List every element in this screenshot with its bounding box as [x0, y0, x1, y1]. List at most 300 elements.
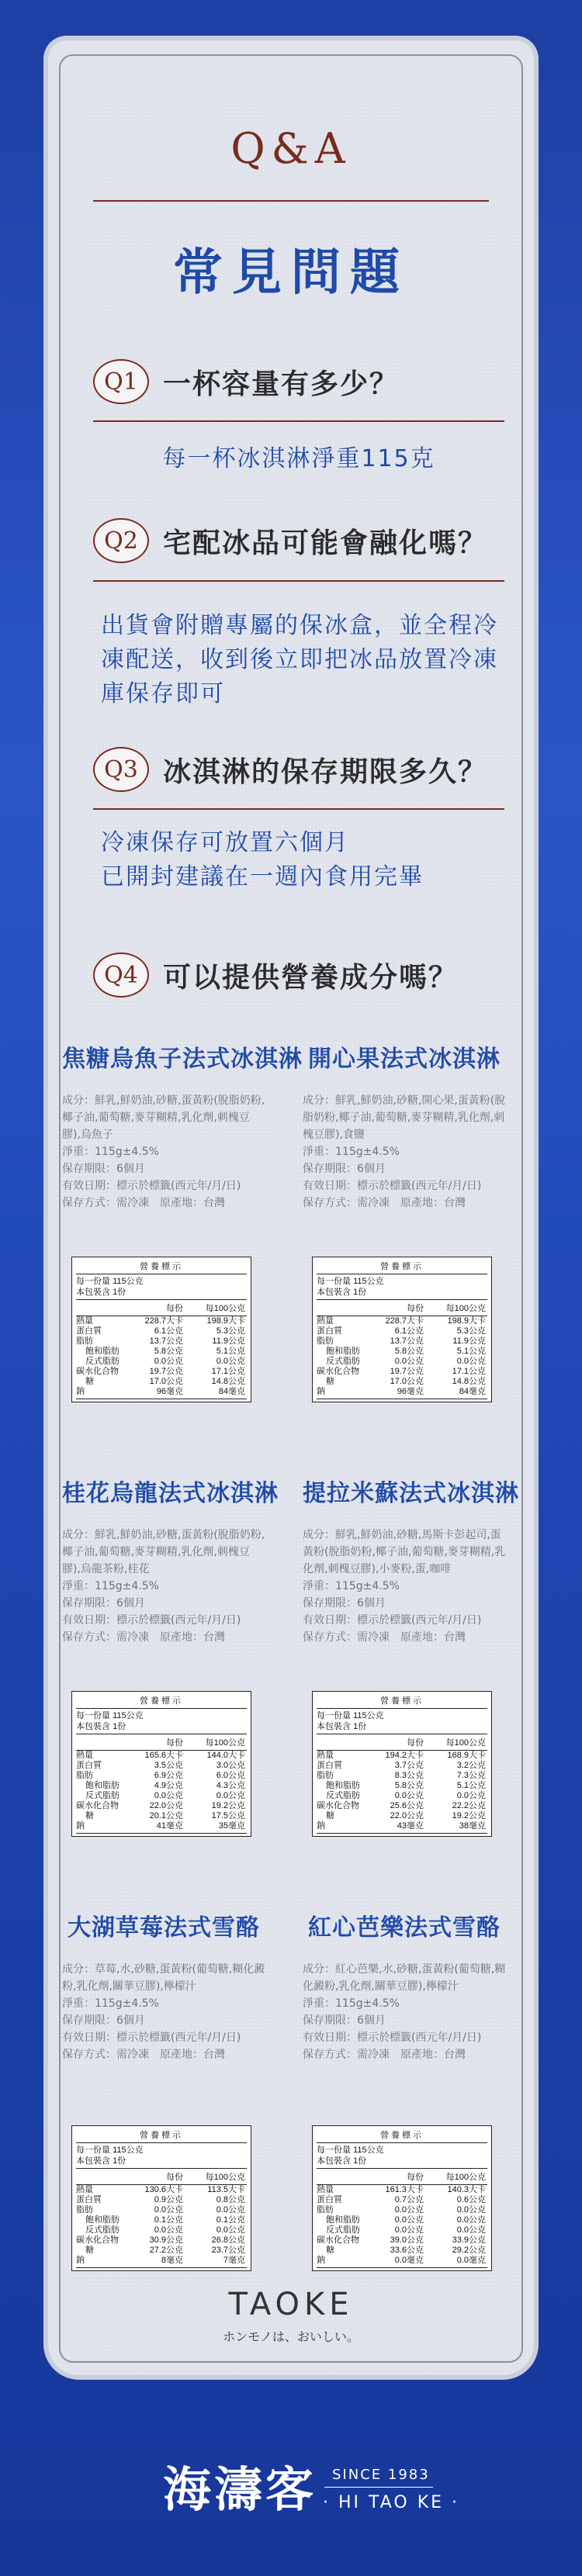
- nutrition-meta: [317, 1274, 487, 1300]
- nutrient-per-100g: 144.0大卡: [206, 1751, 245, 1760]
- product-ingredients: 成分：草莓,水,砂糖,蛋黃粉(葡萄糖,糊化澱粉,乳化劑,關華豆膠),檸檬汁: [62, 1963, 265, 1993]
- nutrition-row: [317, 1801, 487, 1811]
- nutrition-meta: [76, 1274, 247, 1300]
- product-info: [303, 1527, 506, 1646]
- qa-heading: Q&A: [230, 124, 352, 173]
- nutrition-row: [76, 1377, 247, 1387]
- nutrient-per-serving: 27.2公克: [149, 2246, 183, 2255]
- nutrition-row: [317, 1367, 487, 1377]
- serving-size-label: 每一份量: [317, 2146, 351, 2155]
- product-name: 紅心芭樂法式雪酪: [308, 1914, 501, 1942]
- col-per-serving: 每份: [407, 2173, 424, 2182]
- nutrition-row: [76, 2235, 247, 2246]
- nutrient-per-100g: 14.8公克: [452, 1377, 486, 1386]
- col-per-serving: 每份: [166, 2173, 183, 2182]
- nutrition-row: [76, 2195, 247, 2205]
- nutrient-name: 飽和脂肪: [326, 2215, 360, 2225]
- nutrition-row: [317, 2235, 487, 2246]
- brand-divider: [324, 2487, 433, 2488]
- nutrient-per-100g: 0.6公克: [456, 2195, 486, 2204]
- nutrition-row: [317, 2185, 487, 2195]
- nutrient-per-100g: 140.3大卡: [447, 2185, 486, 2194]
- product-weight: 淨重：115g±4.5%: [303, 1580, 400, 1592]
- serving-size-label: 每一份量: [317, 1277, 351, 1286]
- nutrient-name: 脂肪: [76, 1336, 93, 1346]
- nutrient-name: 飽和脂肪: [326, 1347, 360, 1356]
- product-ingredients: 成分：鮮乳,鮮奶油,砂糖,馬斯卡彭起司,蛋黃粉(脫脂奶粉,椰子油,葡萄糖,麥芽糊精,乳化劑,刺槐豆膠),小麥粉,蛋,咖啡: [303, 1529, 506, 1575]
- nutrition-row: [76, 1387, 247, 1399]
- nutrient-per-100g: 11.9公克: [452, 1336, 486, 1346]
- nutrient-name: 鈉: [76, 1821, 85, 1831]
- nutrient-name: 熱量: [317, 2185, 334, 2194]
- nutrition-row: [317, 1387, 487, 1399]
- nutrient-per-100g: 11.9公克: [212, 1336, 245, 1346]
- nutrient-name: 糖: [85, 1377, 94, 1386]
- nutrient-name: 反式脂肪: [326, 1791, 360, 1800]
- faq-question-3: [93, 745, 504, 794]
- nutrient-name: 反式脂肪: [85, 2225, 120, 2235]
- nutrient-name: 糖: [326, 1377, 334, 1386]
- nutrient-per-serving: 228.7大卡: [385, 1316, 424, 1326]
- nutrient-per-100g: 26.8公克: [211, 2235, 245, 2245]
- nutrient-per-100g: 7.3公克: [456, 1771, 486, 1780]
- serving-size-label: 每一份量: [76, 1277, 110, 1286]
- nutrition-heading: 營養標示: [76, 2128, 247, 2143]
- q2-badge: Q2: [93, 518, 149, 563]
- nutrition-meta: [317, 1709, 487, 1734]
- nutrient-per-100g: 84毫克: [459, 1387, 486, 1396]
- nutrition-heading: 營養標示: [317, 1694, 487, 1709]
- nutrient-per-100g: 14.8公克: [211, 1377, 245, 1386]
- nutrient-name: 蛋白質: [76, 1761, 102, 1770]
- nutrient-name: 碳水化合物: [76, 2235, 119, 2245]
- nutrient-name: 蛋白質: [317, 1761, 342, 1770]
- nutrient-per-serving: 0.0公克: [394, 2215, 424, 2225]
- nutrient-per-100g: 5.3公克: [456, 1326, 486, 1336]
- nutrient-name: 碳水化合物: [317, 2235, 359, 2245]
- nutrient-per-serving: 0.0公克: [154, 2205, 183, 2215]
- nutrient-name: 飽和脂肪: [85, 1781, 120, 1790]
- nutrient-per-serving: 8.3公克: [394, 1771, 424, 1780]
- product-expiry: 有效日期：標示於標籤(西元年/月/日): [303, 1614, 482, 1627]
- q3-badge: Q3: [93, 747, 149, 792]
- nutrition-meta: [76, 2143, 247, 2169]
- nutrient-per-serving: 0.0公克: [154, 2225, 183, 2235]
- nutrient-name: 熱量: [317, 1751, 334, 1760]
- nutrient-per-serving: 165.6大卡: [144, 1751, 183, 1760]
- brand-logo: 海濤客: [163, 2461, 317, 2518]
- servings-label: 本包裝含: [76, 1722, 110, 1731]
- nutrient-name: 糖: [85, 2246, 94, 2255]
- col-per-serving: 每份: [407, 1304, 424, 1313]
- serving-size-value: 115公克: [353, 2146, 384, 2155]
- nutrient-per-100g: 38毫克: [459, 1821, 486, 1831]
- servings-label: 本包裝含: [317, 2156, 351, 2166]
- q4-text: 可以提供營養成分嗎？: [163, 961, 459, 994]
- nutrient-per-serving: 0.0公克: [154, 1357, 183, 1366]
- nutrition-label: [312, 1691, 492, 1837]
- col-per-serving: 每份: [407, 1738, 424, 1748]
- servings-value: 1份: [353, 1722, 367, 1731]
- nutrient-per-serving: 6.1公克: [394, 1326, 424, 1336]
- nutrient-name: 鈉: [317, 2256, 325, 2265]
- nutrient-per-serving: 0.0公克: [394, 1357, 424, 1366]
- col-per-100g: 每100公克: [205, 1304, 245, 1313]
- nutrient-per-serving: 0.0公克: [394, 2225, 424, 2235]
- nutrient-name: 熱量: [317, 1316, 334, 1326]
- nutrient-per-serving: 0.9公克: [154, 2195, 183, 2204]
- q2-divider: [93, 580, 504, 582]
- product-ingredients: 成分：鮮乳,鮮奶油,砂糖,開心果,蛋黃粉(脫脂奶粉,椰子油,葡萄糖,麥芽糊精,乳化劑,刺槐豆膠),食鹽: [303, 1094, 506, 1141]
- product-weight: 淨重：115g±4.5%: [62, 1580, 159, 1592]
- nutrient-per-100g: 3.0公克: [216, 1761, 245, 1770]
- nutrient-name: 飽和脂肪: [85, 1347, 120, 1356]
- nutrient-name: 碳水化合物: [76, 1367, 119, 1376]
- serving-size-value: 115公克: [113, 1277, 144, 1286]
- nutrient-per-serving: 19.7公克: [390, 1367, 424, 1376]
- nutrient-per-100g: 22.2公克: [452, 1801, 486, 1810]
- nutrient-per-100g: 0.0公克: [456, 2225, 486, 2235]
- nutrient-per-100g: 35毫克: [218, 1821, 245, 1831]
- nutrition-row: [317, 2205, 487, 2215]
- serving-size-value: 115公克: [353, 1277, 384, 1286]
- nutrient-per-100g: 4.3公克: [216, 1781, 245, 1790]
- product-info: [62, 1092, 265, 1212]
- nutrient-per-100g: 0.0公克: [456, 2205, 486, 2215]
- product-expiry: 有效日期：標示於標籤(西元年/月/日): [303, 1180, 482, 1192]
- nutrition-row: [317, 2246, 487, 2256]
- nutrition-columns: [317, 2169, 487, 2185]
- nutrient-per-100g: 5.1公克: [216, 1347, 245, 1356]
- nutrient-per-serving: 6.9公克: [154, 1771, 183, 1780]
- nutrition-row: [317, 1781, 487, 1791]
- nutrition-label: [71, 1257, 251, 1402]
- nutrition-row: [76, 1771, 247, 1781]
- nutrition-row: [76, 1357, 247, 1367]
- nutrient-per-100g: 17.1公克: [211, 1367, 245, 1376]
- servings-label: 本包裝含: [76, 1288, 110, 1297]
- nutrition-row: [317, 1821, 487, 1834]
- nutrition-heading: 營養標示: [317, 2128, 487, 2143]
- nutrient-per-serving: 25.6公克: [390, 1801, 424, 1810]
- nutrition-row: [76, 1811, 247, 1821]
- nutrient-per-100g: 33.9公克: [452, 2235, 486, 2245]
- nutrient-per-100g: 0.0毫克: [456, 2256, 486, 2265]
- nutrition-row: [76, 1781, 247, 1791]
- nutrient-per-serving: 17.0公克: [149, 1377, 183, 1386]
- product-block: [62, 1039, 303, 1212]
- nutrient-per-serving: 0.0公克: [154, 1791, 183, 1800]
- nutrient-per-serving: 13.7公克: [149, 1336, 183, 1346]
- nutrient-name: 鈉: [317, 1821, 325, 1831]
- nutrition-row: [76, 2256, 247, 2268]
- nutrient-per-100g: 0.0公克: [456, 2215, 486, 2225]
- servings-value: 1份: [113, 2156, 126, 2166]
- nutrition-row: [76, 1761, 247, 1771]
- product-name: 焦糖烏魚子法式冰淇淋: [62, 1046, 303, 1073]
- nutrient-name: 糖: [326, 1811, 334, 1820]
- nutrient-name: 飽和脂肪: [85, 2215, 120, 2225]
- serving-size-label: 每一份量: [76, 2146, 110, 2155]
- nutrient-per-100g: 3.2公克: [456, 1761, 486, 1770]
- col-per-100g: 每100公克: [445, 1738, 486, 1748]
- nutrient-per-100g: 23.7公克: [211, 2246, 245, 2255]
- taoke-tagline: ホンモノは、おいしい。: [223, 2329, 359, 2344]
- product-ingredients: 成分：紅心芭樂,水,砂糖,蛋黃粉(葡萄糖,糊化澱粉,乳化劑,關華豆膠),檸檬汁: [303, 1963, 506, 1993]
- nutrition-row: [317, 1751, 487, 1761]
- nutrient-per-serving: 4.9公克: [154, 1781, 183, 1790]
- col-per-100g: 每100公克: [445, 2173, 486, 2182]
- product-shelf-life: 保存期限：6個月: [303, 2014, 386, 2027]
- nutrient-name: 反式脂肪: [85, 1357, 120, 1366]
- nutrition-row: [76, 1316, 247, 1326]
- servings-value: 1份: [113, 1722, 126, 1731]
- taoke-logo: TAOKE: [228, 2287, 354, 2322]
- nutrient-per-100g: 5.1公克: [456, 1781, 486, 1790]
- product-info: [303, 1961, 506, 2063]
- nutrition-columns: [317, 1300, 487, 1316]
- nutrient-name: 脂肪: [317, 1771, 334, 1780]
- servings-label: 本包裝含: [76, 2156, 110, 2166]
- product-shelf-life: 保存期限：6個月: [62, 1597, 145, 1610]
- nutrient-name: 熱量: [76, 1751, 93, 1760]
- nutrition-row: [76, 1751, 247, 1761]
- nutrient-per-serving: 17.0公克: [390, 1377, 424, 1386]
- nutrition-row: [317, 1761, 487, 1771]
- nutrient-per-serving: 30.9公克: [149, 2235, 183, 2245]
- nutrition-row: [76, 2246, 247, 2256]
- nutrient-per-100g: 84毫克: [218, 1387, 245, 1396]
- nutrition-row: [76, 1791, 247, 1801]
- nutrient-per-100g: 7毫克: [223, 2256, 245, 2265]
- nutrition-meta: [317, 2143, 487, 2169]
- servings-label: 本包裝含: [317, 1722, 351, 1731]
- nutrition-label: [312, 2125, 492, 2271]
- nutrition-columns: [317, 1734, 487, 1751]
- product-storage: 保存方式：需冷凍 原產地：台灣: [62, 2049, 225, 2061]
- nutrition-heading: 營養標示: [317, 1260, 487, 1274]
- nutrient-per-serving: 3.5公克: [154, 1761, 183, 1770]
- nutrient-per-100g: 113.5大卡: [207, 2185, 245, 2194]
- nutrient-per-serving: 228.7大卡: [144, 1316, 183, 1326]
- serving-size-value: 115公克: [113, 1711, 144, 1720]
- nutrient-per-100g: 19.2公克: [211, 1801, 245, 1810]
- nutrition-row: [317, 1357, 487, 1367]
- nutrition-row: [317, 2215, 487, 2225]
- nutrient-per-serving: 22.0公克: [149, 1801, 183, 1810]
- a3-text: 冷凍保存可放置六個月 已開封建議在一週內食用完畢: [101, 829, 424, 890]
- nutrient-per-serving: 43毫克: [397, 1821, 424, 1831]
- product-ingredients: 成分：鮮乳,鮮奶油,砂糖,蛋黃粉(脫脂奶粉,椰子油,葡萄糖,麥芽糊精,乳化劑,刺槐豆膠),烏龍茶粉,桂花: [62, 1529, 265, 1575]
- nutrient-per-serving: 5.8公克: [394, 1347, 424, 1356]
- product-shelf-life: 保存期限：6個月: [303, 1163, 386, 1175]
- nutrient-name: 熱量: [76, 2185, 93, 2194]
- nutrition-row: [76, 2215, 247, 2225]
- nutrient-per-100g: 198.9大卡: [206, 1316, 245, 1326]
- nutrient-name: 糖: [326, 2246, 334, 2255]
- title-divider: [93, 200, 489, 202]
- nutrient-per-serving: 161.3大卡: [385, 2185, 424, 2194]
- nutrient-per-serving: 0.0毫克: [394, 2256, 424, 2265]
- nutrient-per-serving: 8毫克: [161, 2256, 183, 2265]
- since-text: SINCE 1983: [332, 2467, 430, 2483]
- product-storage: 保存方式：需冷凍 原產地：台灣: [62, 1197, 225, 1209]
- q1-divider: [93, 420, 504, 422]
- faq-question-4: [93, 950, 504, 1000]
- nutrient-per-100g: 0.1公克: [216, 2215, 245, 2225]
- nutrition-row: [76, 2185, 247, 2195]
- product-weight: 淨重：115g±4.5%: [303, 1997, 400, 2010]
- product-block: [303, 1474, 519, 1646]
- brand-en: · HI TAO KE ·: [323, 2493, 460, 2512]
- product-weight: 淨重：115g±4.5%: [303, 1146, 400, 1158]
- nutrient-name: 蛋白質: [76, 1326, 102, 1336]
- nutrition-row: [76, 2205, 247, 2215]
- product-expiry: 有效日期：標示於標籤(西元年/月/日): [62, 2031, 241, 2044]
- product-block: [303, 1908, 506, 2063]
- nutrient-per-100g: 0.0公克: [456, 1357, 486, 1366]
- nutrition-row: [76, 1347, 247, 1357]
- nutrient-per-serving: 96毫克: [156, 1387, 183, 1396]
- nutrient-name: 反式脂肪: [85, 1791, 120, 1800]
- nutrient-per-serving: 13.7公克: [390, 1336, 424, 1346]
- nutrition-row: [76, 1367, 247, 1377]
- faq-question-2: [93, 516, 504, 565]
- product-info: [62, 1961, 265, 2063]
- serving-size-value: 115公克: [353, 1711, 384, 1720]
- nutrition-row: [317, 1791, 487, 1801]
- nutrition-row: [76, 1821, 247, 1834]
- product-shelf-life: 保存期限：6個月: [62, 2014, 145, 2027]
- product-block: [62, 1908, 265, 2063]
- nutrient-per-100g: 0.0公克: [216, 1357, 245, 1366]
- product-name: 提拉米蘇法式冰淇淋: [303, 1480, 519, 1507]
- nutrient-name: 脂肪: [76, 2205, 93, 2215]
- nutrient-per-serving: 130.6大卡: [144, 2185, 183, 2194]
- nutrition-row: [76, 1336, 247, 1347]
- nutrient-per-serving: 0.1公克: [154, 2215, 183, 2225]
- nutrition-meta: [76, 1709, 247, 1734]
- faq-question-1: [93, 357, 504, 406]
- nutrient-name: 脂肪: [317, 1336, 334, 1346]
- nutrition-row: [317, 1811, 487, 1821]
- nutrition-row: [317, 2225, 487, 2235]
- product-shelf-life: 保存期限：6個月: [303, 1597, 386, 1610]
- nutrient-name: 糖: [85, 1811, 94, 1820]
- col-per-100g: 每100公克: [205, 2173, 245, 2182]
- product-shelf-life: 保存期限：6個月: [62, 1163, 145, 1175]
- product-expiry: 有效日期：標示於標籤(西元年/月/日): [62, 1180, 241, 1192]
- nutrient-per-100g: 168.9大卡: [447, 1751, 486, 1760]
- nutrition-row: [317, 1326, 487, 1336]
- a2-text: 出貨會附贈專屬的保冰盒，並全程冷凍配送，收到後立即把冰品放置冷凍庫保存即可: [101, 612, 498, 707]
- nutrient-per-100g: 19.2公克: [452, 1811, 486, 1820]
- servings-value: 1份: [353, 2156, 367, 2166]
- product-name: 開心果法式冰淇淋: [308, 1046, 501, 1073]
- product-storage: 保存方式：需冷凍 原產地：台灣: [62, 1631, 225, 1644]
- nutrition-label: [71, 2125, 251, 2271]
- nutrient-name: 脂肪: [317, 2205, 334, 2215]
- nutrient-per-100g: 0.8公克: [216, 2195, 245, 2204]
- servings-value: 1份: [113, 1288, 126, 1297]
- serving-size-label: 每一份量: [76, 1711, 110, 1720]
- nutrient-per-serving: 22.0公克: [390, 1811, 424, 1820]
- servings-label: 本包裝含: [317, 1288, 351, 1297]
- nutrient-per-100g: 0.0公克: [216, 1791, 245, 1800]
- product-expiry: 有效日期：標示於標籤(西元年/月/日): [303, 2031, 482, 2044]
- nutrient-per-serving: 20.1公克: [149, 1811, 183, 1820]
- nutrition-columns: [76, 1300, 247, 1316]
- product-expiry: 有效日期：標示於標籤(西元年/月/日): [62, 1614, 241, 1627]
- nutrition-label: [312, 1257, 492, 1402]
- q1-badge: Q1: [93, 359, 149, 404]
- product-name: 大湖草莓法式雪酪: [68, 1914, 260, 1942]
- nutrient-name: 蛋白質: [76, 2195, 102, 2204]
- product-name: 桂花烏龍法式冰淇淋: [62, 1480, 279, 1507]
- nutrition-row: [76, 1801, 247, 1811]
- nutrient-name: 飽和脂肪: [326, 1781, 360, 1790]
- nutrition-row: [76, 2225, 247, 2235]
- servings-value: 1份: [353, 1288, 367, 1297]
- nutrient-per-serving: 6.1公克: [154, 1326, 183, 1336]
- nutrient-per-serving: 0.7公克: [394, 2195, 424, 2204]
- q3-divider: [93, 808, 504, 810]
- q2-text: 宅配冰品可能會融化嗎？: [163, 527, 488, 559]
- nutrition-row: [317, 1336, 487, 1347]
- nutrient-name: 碳水化合物: [317, 1801, 359, 1810]
- product-weight: 淨重：115g±4.5%: [62, 1997, 159, 2010]
- q3-text: 冰淇淋的保存期限多久？: [163, 756, 488, 788]
- nutrient-name: 反式脂肪: [326, 1357, 360, 1366]
- product-block: [62, 1474, 279, 1646]
- nutrient-per-serving: 0.0公克: [394, 1791, 424, 1800]
- nutrient-name: 反式脂肪: [326, 2225, 360, 2235]
- nutrient-per-100g: 198.9大卡: [447, 1316, 486, 1326]
- q4-badge: Q4: [93, 953, 149, 998]
- nutrient-per-serving: 3.7公克: [394, 1761, 424, 1770]
- nutrition-row: [317, 1771, 487, 1781]
- nutrition-row: [76, 1326, 247, 1336]
- nutrient-per-100g: 0.0公克: [456, 1791, 486, 1800]
- product-info: [62, 1527, 265, 1646]
- nutrition-row: [317, 1377, 487, 1387]
- nutrition-heading: 營養標示: [76, 1260, 247, 1274]
- col-per-serving: 每份: [166, 1738, 183, 1748]
- nutrition-row: [317, 1316, 487, 1326]
- col-per-100g: 每100公克: [445, 1304, 486, 1313]
- product-storage: 保存方式：需冷凍 原產地：台灣: [303, 1631, 466, 1644]
- product-storage: 保存方式：需冷凍 原產地：台灣: [303, 1197, 466, 1209]
- product-weight: 淨重：115g±4.5%: [62, 1146, 159, 1158]
- nutrient-per-serving: 5.8公克: [394, 1781, 424, 1790]
- nutrition-row: [317, 2256, 487, 2268]
- nutrition-label: [71, 1691, 251, 1837]
- nutrition-columns: [76, 2169, 247, 2185]
- serving-size-label: 每一份量: [317, 1711, 351, 1720]
- nutrient-name: 碳水化合物: [76, 1801, 119, 1810]
- nutrition-columns: [76, 1734, 247, 1751]
- nutrient-per-serving: 0.0公克: [394, 2205, 424, 2215]
- product-info: [303, 1092, 506, 1212]
- product-block: [303, 1039, 506, 1212]
- nutrition-row: [317, 2195, 487, 2205]
- product-storage: 保存方式：需冷凍 原產地：台灣: [303, 2049, 466, 2061]
- nutrient-per-serving: 194.2大卡: [385, 1751, 424, 1760]
- q1-text: 一杯容量有多少？: [163, 368, 400, 400]
- col-per-serving: 每份: [166, 1304, 183, 1313]
- nutrient-per-100g: 17.1公克: [452, 1367, 486, 1376]
- nutrient-per-serving: 19.7公克: [149, 1367, 183, 1376]
